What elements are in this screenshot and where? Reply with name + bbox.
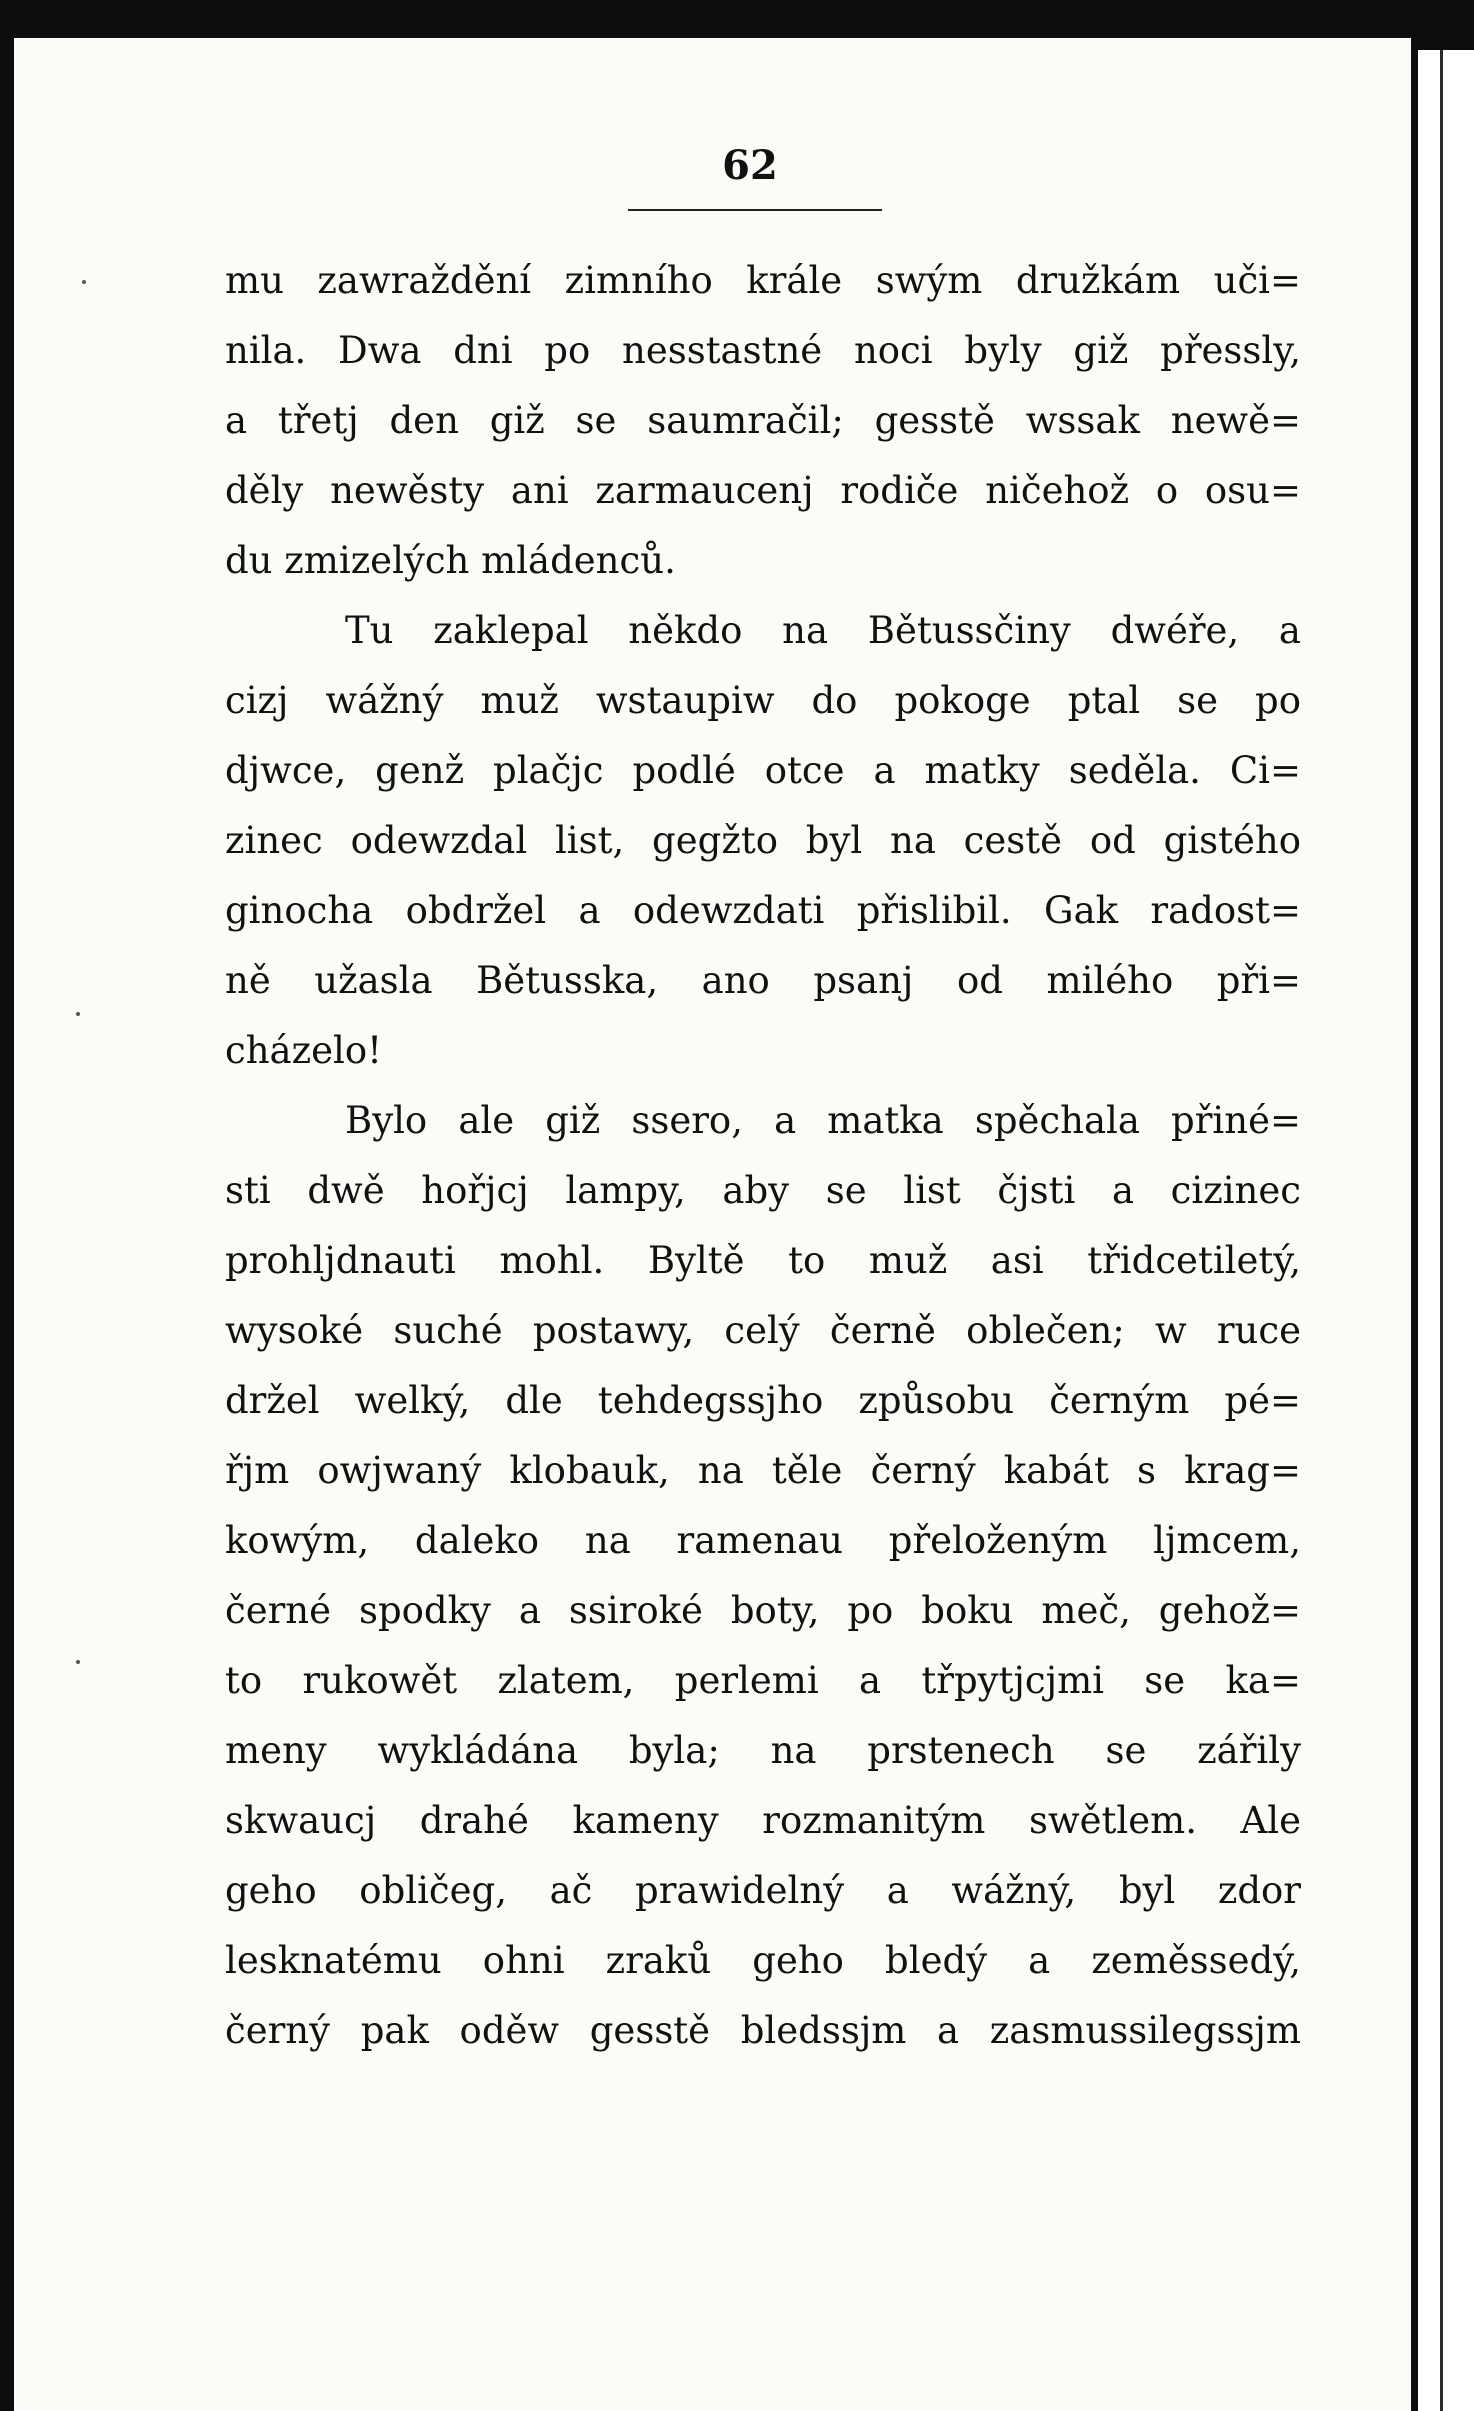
text-line: wysoké suché postawy, celý černě oblečen; w ruce [225,1309,1301,1352]
text-line: nila. Dwa dni po nesstastné noci byly giž přessly, [225,329,1301,372]
header-rule [628,209,882,211]
text-line: djwce, genž plačjc podlé otce a matky seděla. Ci= [225,749,1301,792]
text-line: meny wykládána byla; na prstenech se zářily [225,1729,1301,1772]
text-line: ginocha obdržel a odewzdati přislibil. Gak radost= [225,889,1301,932]
facing-page-edge [1418,50,1474,2411]
text-line: geho obličeg, ač prawidelný a wážný, byl zdor [225,1869,1301,1912]
page-number: 62 [722,142,778,189]
text-line: du zmizelých mládenců. [225,539,676,582]
paragraph-start-line: Tu zaklepal někdo na Bětussčiny dwéře, a [345,609,1301,652]
text-line: mu zawraždění zimního krále swým družkám uči= [225,259,1301,302]
body-text [225,246,1301,2066]
text-line: řjm owjwaný klobauk, na těle černý kabát s krag= [225,1449,1301,1492]
text-line: zinec odewzdal list, gegžto byl na cestě od gistého [225,819,1301,862]
paper-speck [76,1660,80,1664]
text-line: skwaucj drahé kameny rozmanitým swětlem. Ale [225,1799,1301,1842]
text-line: cházelo! [225,1029,382,1072]
text-line: držel welký, dle tehdegssjho způsobu černým pé= [225,1379,1301,1422]
text-line: sti dwě hořjcj lampy, aby se list čjsti a cizinec [225,1169,1301,1212]
text-line: prohljdnauti mohl. Byltě to muž asi třidcetiletý, [225,1239,1301,1282]
paper-speck [76,1012,80,1016]
text-line: děly newěsty ani zarmaucenj rodiče ničehož o osu= [225,469,1301,512]
text-line: kowým, daleko na ramenau přeloženým ljmcem, [225,1519,1301,1562]
text-line: černý pak oděw gesstě bledssjm a zasmussilegssjm [225,2009,1301,2052]
text-line: lesknatému ohni zraků geho bledý a zeměssedý, [225,1939,1301,1982]
text-line: černé spodky a ssiroké boty, po boku meč, gehož= [225,1589,1301,1632]
text-line: to rukowět zlatem, perlemi a třpytjcjmi se ka= [225,1659,1301,1702]
text-line: cizj wážný muž wstaupiw do pokoge ptal se po [225,679,1301,722]
text-line: ně užasla Bětusska, ano psanj od milého při= [225,959,1301,1002]
binding-edge-line [1440,50,1443,2411]
paragraph-start-line: Bylo ale giž ssero, a matka spěchala přiné= [345,1099,1301,1142]
paper-speck [82,280,86,284]
text-line: a třetj den giž se saumračil; gesstě wssak newě= [225,399,1301,442]
